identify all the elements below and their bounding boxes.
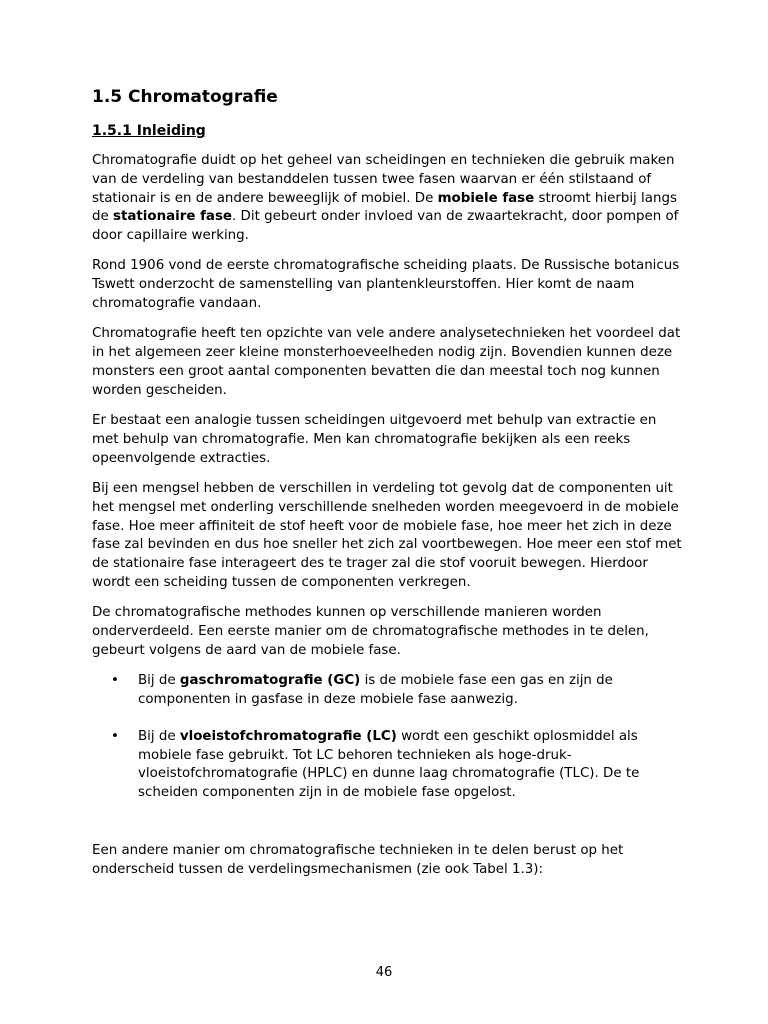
paragraph-advantages: Chromatografie heeft ten opzichte van vele andere analysetechnieken het voordeel dat in het algemeen zeer kleine monsterhoeveelheden nodig zijn. Bovendien kunnen deze monsters een groot aantal componenten bevatten die dan meestal toch nog kunnen worden gescheiden. [92, 326, 681, 398]
section-heading: 1.5 Chromatografie [92, 87, 278, 107]
paragraph-history: Rond 1906 vond de eerste chromatografische scheiding plaats. De Russische botanicus Tswett onderzocht de samenstelling van plantenkleurstoffen. Hier komt de naam chromatografie vandaan. [92, 258, 680, 312]
list-item-lc-pre: Bij de [138, 728, 180, 744]
paragraph-intro-text-2: stroomt hierbij langs de [92, 190, 677, 225]
method-list [92, 672, 682, 803]
paragraph-separation: Bij een mengsel hebben de verschillen in verdeling tot gevolg dat de componenten uit het mengsel met onderling verschillende snelheden worden meegevoerd in de mobiele fase. Hoe meer affiniteit de stof heeft voor de mobiele fase, hoe meer het zich in deze fase zal bevinden en dus hoe sneller het zich zal voortbewegen. Hoe meer een stof met de stationaire fase interageert des te trager zal die stof vooruit bewegen. Hierdoor wordt een scheiding tussen de componenten verkregen. [92, 480, 682, 590]
spacer [92, 803, 682, 842]
bullet-icon: • [111, 673, 119, 689]
paragraph-intro-text-3: . Dit gebeurt onder invloed van de zwaartekracht, door pompen of door capillaire werking. [92, 209, 679, 244]
paragraph-analogy: Er bestaat een analogie tussen scheidingen uitgevoerd met behulp van extractie en met behulp van chromatografie. Men kan chromatografie bekijken als een reeks opeenvolgende extracties. [92, 413, 657, 466]
list-item-gc [92, 672, 682, 710]
paragraph-mechanisms: Een andere manier om chromatografische technieken in te delen berust op het onderscheid tussen de verdelingsmechanismen (zie ook Tabel 1.3): [92, 842, 624, 877]
document-body [92, 152, 682, 891]
list-item-lc [92, 728, 682, 803]
term-gaschromatografie: gaschromatografie (GC) [179, 673, 361, 689]
term-mobiele-fase: mobiele fase [437, 190, 535, 206]
list-item-gc-pre: Bij de [138, 673, 180, 689]
term-stationaire-fase: stationaire fase [113, 209, 233, 225]
paragraph-intro-text-1: Chromatografie duidt op het geheel van scheidingen en technieken die gebruik maken van de verdeling van bestanddelen tussen twee fasen waarvan er één stilstaand of stationair is en de andere beweeglijk of mobiel. De [92, 153, 675, 206]
term-vloeistofchromatografie: vloeistofchromatografie (LC) [179, 728, 397, 744]
bullet-icon: • [111, 728, 119, 744]
paragraph-intro [92, 152, 682, 246]
list-item-lc-post: wordt een geschikt oplosmiddel als mobiele fase gebruikt. Tot LC behoren technieken als hoge-druk-vloeistofchromatografie (HPLC) en dunne laag chromatografie (TLC). De te scheiden componenten zijn in de mobiele fase opgelost. [138, 728, 640, 801]
subsection-heading: 1.5.1 Inleiding [92, 123, 206, 139]
page-number: 46 [375, 965, 393, 980]
paragraph-classification: De chromatografische methodes kunnen op verschillende manieren worden onderverdeeld. Een eerste manier om de chromatografische methodes in te delen, gebeurt volgens de aard van de mobiele fase. [92, 605, 649, 658]
list-item-gc-post: is de mobiele fase een gas en zijn de componenten in gasfase in deze mobiele fase aanwezig. [138, 673, 613, 707]
